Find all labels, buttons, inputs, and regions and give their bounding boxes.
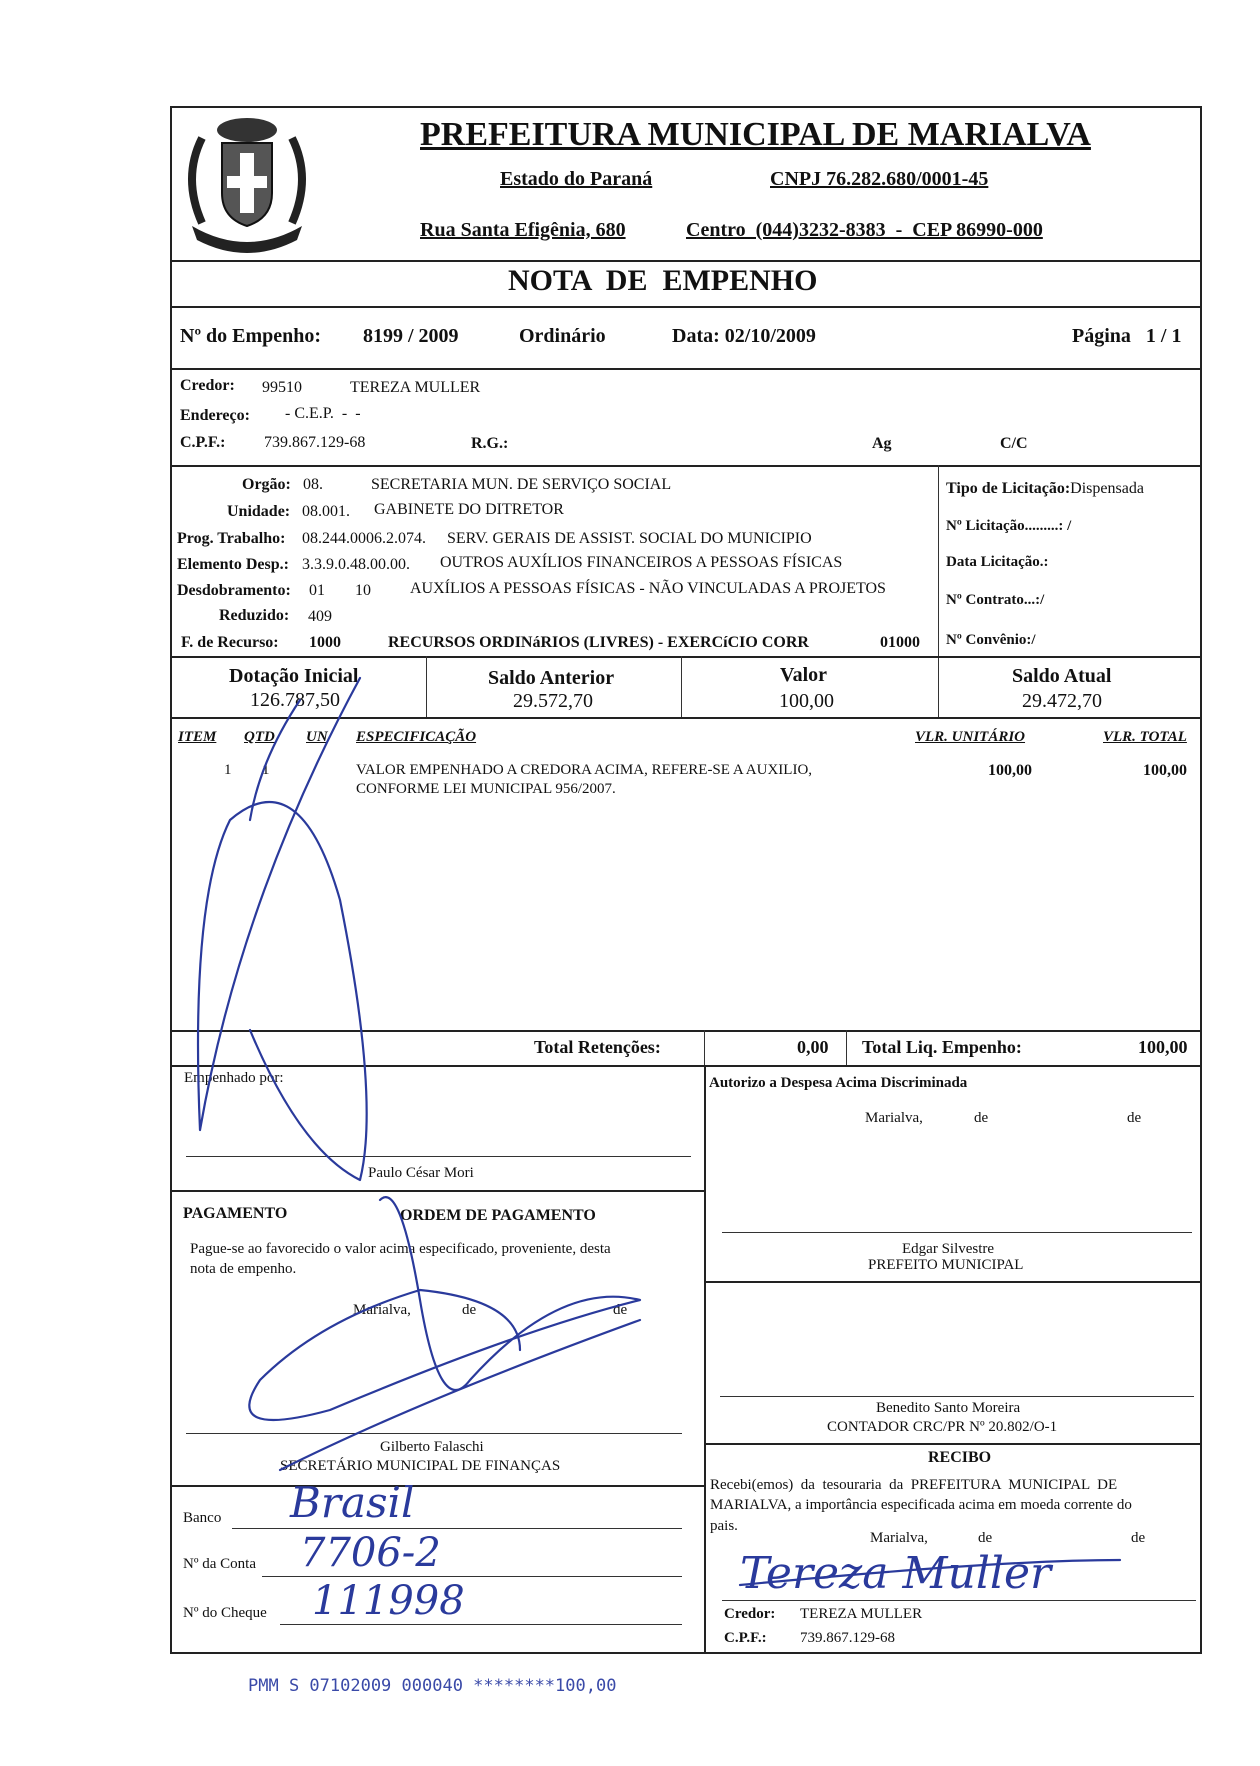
doc-title: NOTA DE EMPENHO (508, 264, 818, 297)
street-address: Rua Santa Efigênia, 680 (420, 219, 626, 241)
elemento-name: OUTROS AUXÍLIOS FINANCEIROS A PESSOAS FÍSICAS (440, 554, 843, 571)
recurso-code2: 01000 (880, 634, 920, 651)
recibo-cpf-value: 739.867.129-68 (800, 1630, 895, 1646)
col-header-especificacao: ESPECIFICAÇÃO (356, 729, 477, 745)
banco-value: Brasil (290, 1478, 415, 1527)
prefeito-role: PREFEITO MUNICIPAL (868, 1257, 1024, 1273)
recibo-de2: de (1131, 1530, 1146, 1546)
address-value: - C.E.P. - - (285, 405, 361, 422)
col-header-un: UN (306, 729, 328, 745)
cheque-value: 111998 (312, 1578, 465, 1624)
credor-label: Credor: (180, 377, 235, 394)
pagamento-place: Marialva, (353, 1302, 411, 1318)
item-total-value: 100,00 (1143, 762, 1187, 779)
retencoes-value: 0,00 (797, 1037, 829, 1057)
elemento-label: Elemento Desp.: (177, 556, 289, 573)
empenho-number: 8199 / 2009 (363, 325, 459, 347)
pagamento-de1: de (462, 1302, 477, 1318)
desdobramento-code2: 10 (355, 582, 371, 599)
orgao-code: 08. (303, 476, 323, 493)
secretario-name: Gilberto Falaschi (380, 1439, 484, 1455)
desdobramento-name: AUXÍLIOS A PESSOAS FÍSICAS - NÃO VINCULADAS A PROJETOS (410, 580, 886, 597)
desdobramento-label: Desdobramento: (177, 582, 291, 599)
pagamento-text-line2: nota de empenho. (190, 1261, 297, 1277)
prog-name: SERV. GERAIS DE ASSIST. SOCIAL DO MUNICIPIO (447, 530, 812, 547)
dotacao-label: Dotação Inicial (229, 665, 359, 687)
item-spec-line1: VALOR EMPENHADO A CREDORA ACIMA, REFERE-SE A AUXILIO, (356, 762, 813, 778)
payment-stamp: PMM S 07102009 000040 ********100,00 (248, 1676, 617, 1696)
reduzido-label: Reduzido: (219, 607, 290, 624)
saldo-anterior-label: Saldo Anterior (488, 667, 615, 689)
unidade-label: Unidade: (227, 503, 291, 520)
orgao-name: SECRETARIA MUN. DE SERVIÇO SOCIAL (371, 476, 672, 493)
address-label: Endereço: (180, 407, 250, 424)
recibo-credor-name: TEREZA MULLER (800, 1606, 923, 1622)
ordem-pagamento-label: ORDEM DE PAGAMENTO (400, 1207, 596, 1224)
contador-name: Benedito Santo Moreira (876, 1400, 1021, 1416)
recurso-label: F. de Recurso: (181, 634, 279, 651)
retencoes-label: Total Retenções: (534, 1037, 661, 1057)
state-name: Estado do Paraná (500, 168, 653, 190)
pagamento-de2: de (613, 1302, 628, 1318)
elemento-code: 3.3.9.0.48.00.00. (302, 556, 410, 573)
prog-code: 08.244.0006.2.074. (302, 530, 426, 547)
saldo-atual-value: 29.472,70 (1022, 690, 1102, 712)
saldo-atual-label: Saldo Atual (1012, 665, 1112, 687)
page-number: Página 1 / 1 (1072, 325, 1182, 347)
empenhado-label: Empenhado por: (184, 1070, 284, 1086)
valor-value: 100,00 (779, 690, 834, 712)
recibo-credor-label: Credor: (724, 1606, 776, 1622)
dotacao-value: 126.787,50 (250, 689, 340, 711)
recibo-title: RECIBO (928, 1449, 992, 1466)
credor-signature: Tereza Muller (740, 1548, 1052, 1599)
col-header-unit-value: VLR. UNITÁRIO (915, 729, 1026, 745)
cpf-value: 739.867.129-68 (264, 434, 366, 451)
licitacao-number: Nº Licitação.........: / (946, 518, 1072, 534)
recibo-place: Marialva, (870, 1530, 928, 1546)
autorizo-place: Marialva, (865, 1110, 923, 1126)
empenho-type: Ordinário (519, 325, 606, 347)
cc-label: C/C (1000, 435, 1028, 452)
recurso-code: 1000 (309, 634, 341, 651)
unidade-code: 08.001. (302, 503, 350, 520)
licitacao-type-value: Dispensada (1070, 480, 1144, 497)
banco-label: Banco (183, 1510, 222, 1526)
credor-name: TEREZA MULLER (350, 379, 481, 396)
prefeito-name: Edgar Silvestre (902, 1241, 995, 1257)
item-qty: 1 (262, 762, 270, 778)
municipality-title: PREFEITURA MUNICIPAL DE MARIALVA (420, 116, 1091, 153)
empenho-date: Data: 02/10/2009 (672, 325, 816, 347)
convenio-number: Nº Convênio:/ (946, 632, 1036, 648)
empenho-label: Nº do Empenho: (180, 325, 322, 347)
rg-label: R.G.: (471, 435, 509, 452)
autorizo-de2: de (1127, 1110, 1142, 1126)
conta-value: 7706-2 (300, 1530, 441, 1576)
recibo-cpf-label: C.P.F.: (724, 1630, 767, 1646)
recibo-text-line2: MARIALVA, a importância especificada acima em moeda corrente do (710, 1497, 1132, 1513)
contact-info: Centro (044)3232-8383 - CEP 86990-000 (686, 219, 1043, 241)
col-header-total-value: VLR. TOTAL (1103, 729, 1187, 745)
recibo-text-line3: pais. (710, 1518, 738, 1534)
recurso-name: RECURSOS ORDINáRIOS (LIVRES) - EXERCíCIO CORR (388, 634, 809, 651)
cheque-label: Nº do Cheque (183, 1605, 267, 1621)
contador-role: CONTADOR CRC/PR Nº 20.802/O-1 (827, 1419, 1058, 1435)
item-unit-value: 100,00 (988, 762, 1032, 779)
empenhado-name: Paulo César Mori (368, 1165, 474, 1181)
col-header-item: ITEM (178, 729, 217, 745)
item-spec-line2: CONFORME LEI MUNICIPAL 956/2007. (356, 781, 616, 797)
desdobramento-code1: 01 (309, 582, 325, 599)
pagamento-label: PAGAMENTO (183, 1205, 288, 1222)
saldo-anterior-value: 29.572,70 (513, 690, 593, 712)
pagamento-text-line1: Pague-se ao favorecido o valor acima especificado, proveniente, desta (190, 1241, 611, 1257)
item-number: 1 (224, 762, 232, 778)
reduzido-value: 409 (308, 608, 332, 625)
cnpj: CNPJ 76.282.680/0001-45 (770, 168, 989, 190)
ag-label: Ag (872, 435, 892, 452)
autorizo-de1: de (974, 1110, 989, 1126)
col-header-qtd: QTD (244, 729, 275, 745)
contrato-number: Nº Contrato...:/ (946, 592, 1045, 608)
licitacao-type-label: Tipo de Licitação: (946, 480, 1071, 497)
unidade-name: GABINETE DO DITRETOR (374, 501, 564, 518)
recibo-text-line1: Recebi(emos) da tesouraria da PREFEITURA MUNICIPAL DE (710, 1477, 1118, 1493)
credor-code: 99510 (262, 379, 302, 396)
conta-label: Nº da Conta (183, 1556, 256, 1572)
prog-label: Prog. Trabalho: (177, 530, 286, 547)
autorizo-label: Autorizo a Despesa Acima Discriminada (709, 1075, 968, 1091)
liq-empenho-label: Total Liq. Empenho: (862, 1037, 1022, 1057)
orgao-label: Orgão: (242, 476, 291, 493)
licitacao-date: Data Licitação.: (946, 554, 1049, 570)
recibo-de1: de (978, 1530, 993, 1546)
secretario-role: SECRETÁRIO MUNICIPAL DE FINANÇAS (280, 1458, 561, 1474)
liq-empenho-value: 100,00 (1138, 1037, 1188, 1057)
valor-label: Valor (780, 664, 828, 686)
cpf-label: C.P.F.: (180, 434, 226, 451)
